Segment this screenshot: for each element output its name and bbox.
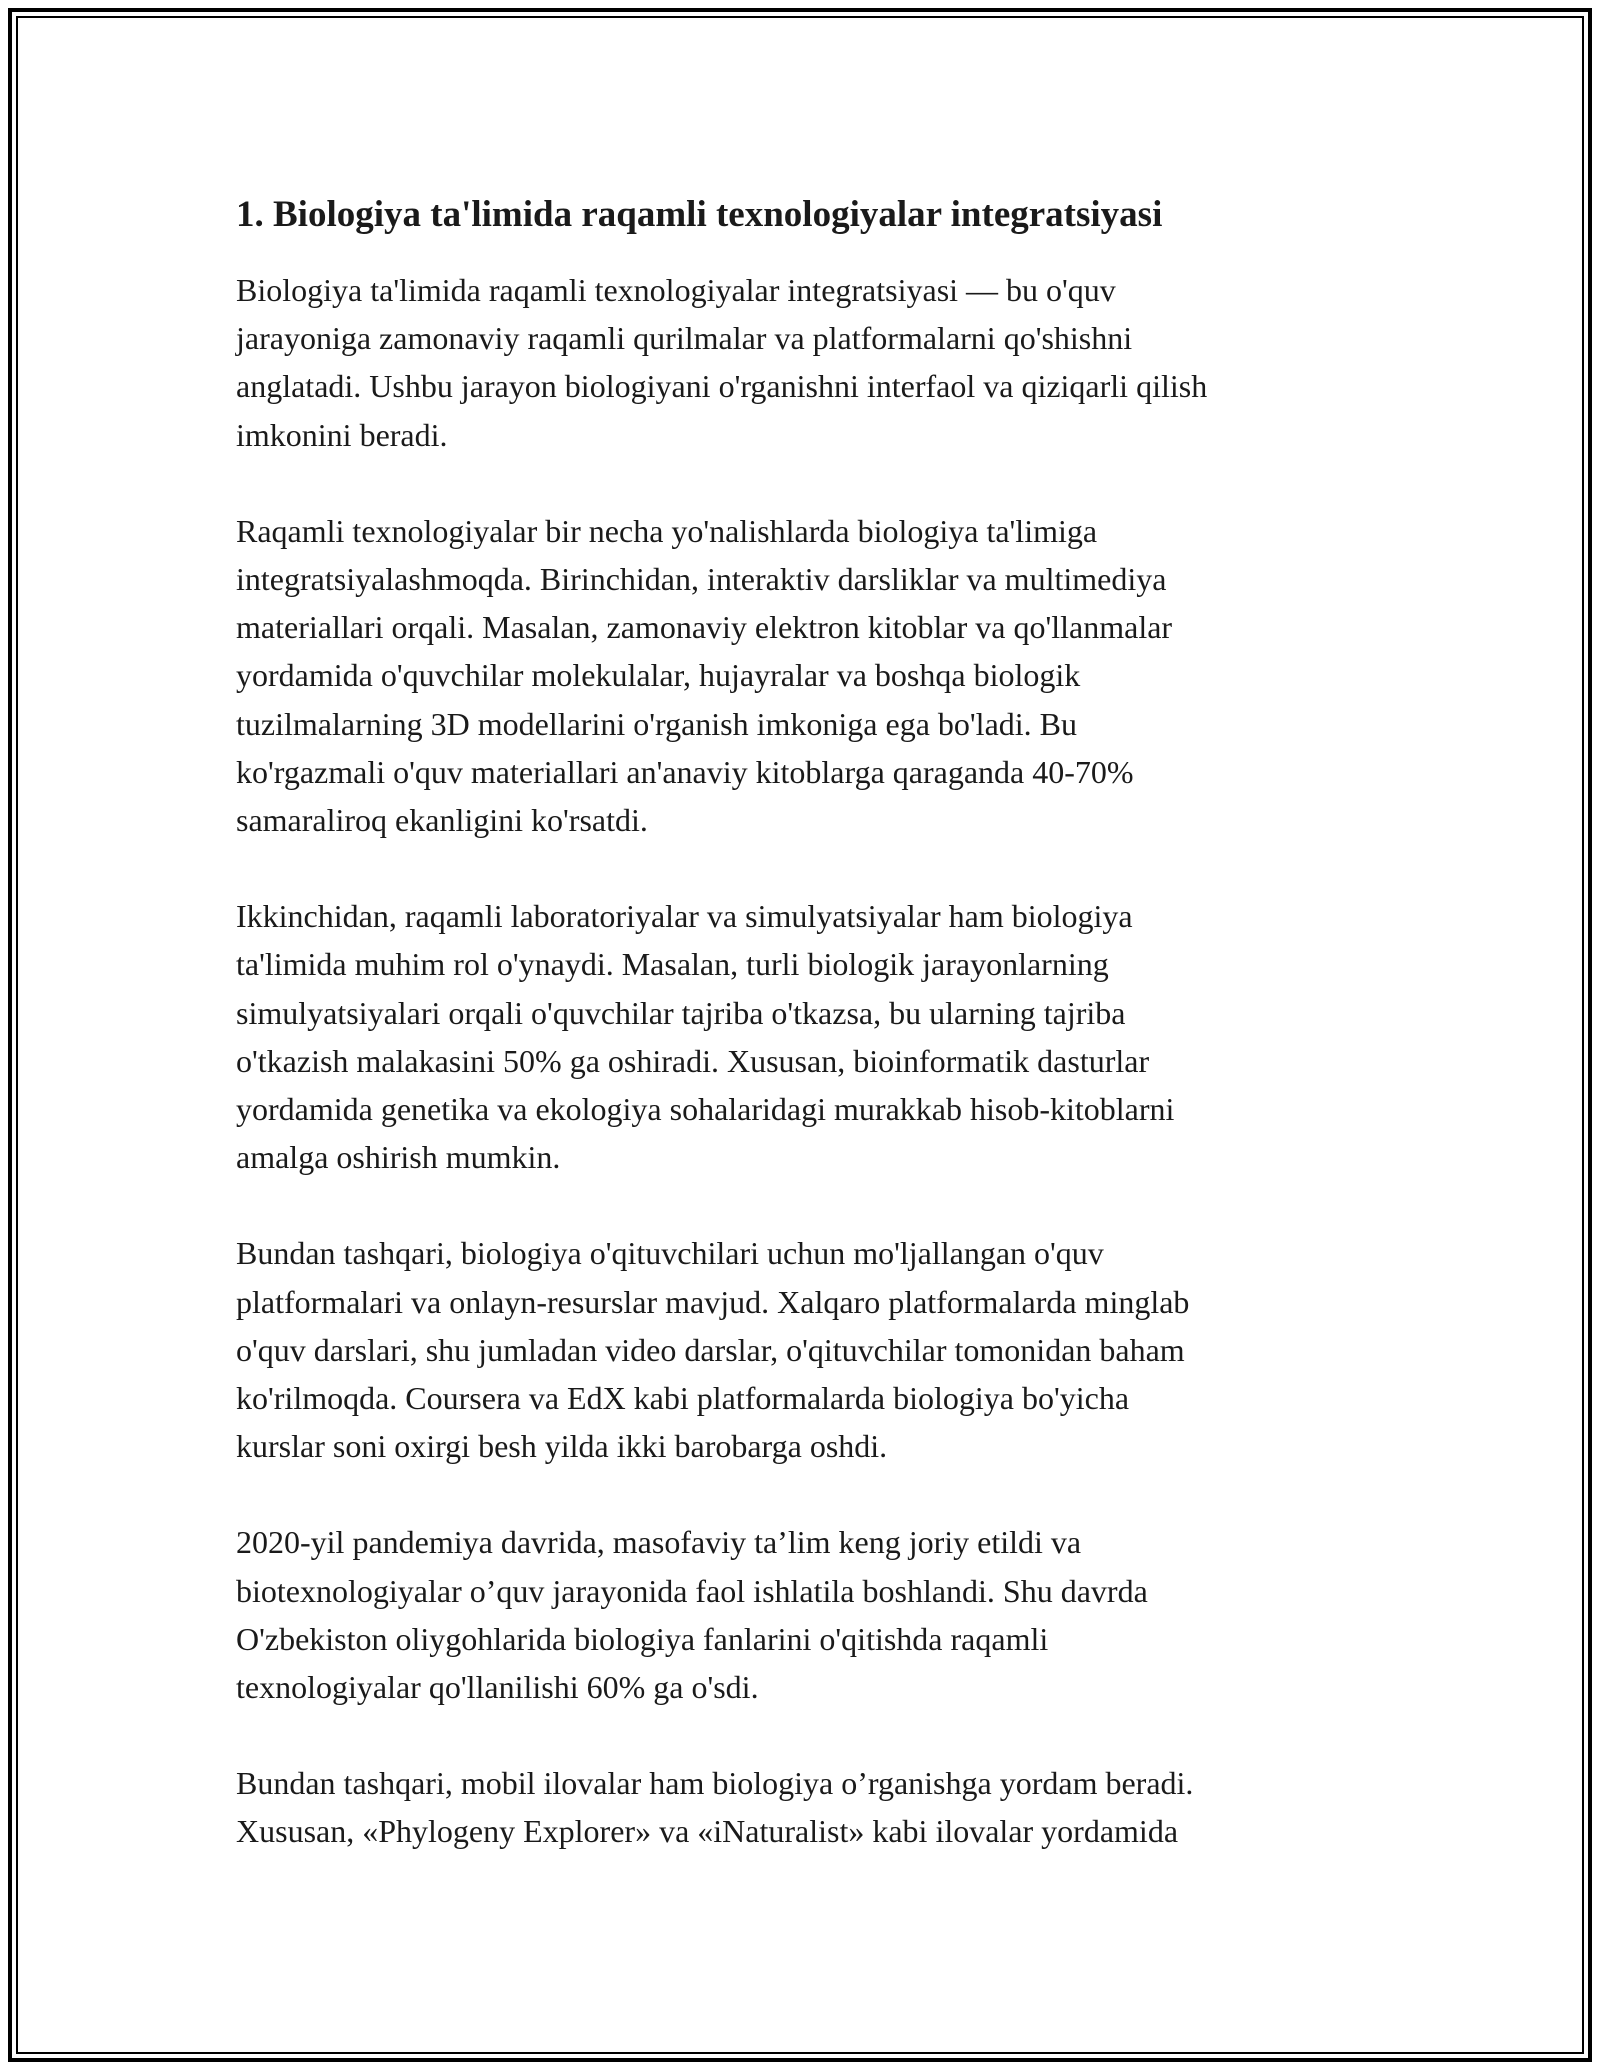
paragraph-line: platformalari va onlayn-resurslar mavjud. Xalqaro platformalarda minglab	[236, 1283, 1190, 1320]
paragraph-line: jarayoniga zamonaviy raqamli qurilmalar va platformalarni qo'shishni	[236, 320, 1133, 357]
paragraph-line: ko'rgazmali o'quv materiallari an'anaviy kitoblarga qaraganda 40-70%	[236, 753, 1134, 790]
paragraph-line: Ikkinchidan, raqamli laboratoriyalar va simulyatsiyalar ham biologiya	[236, 898, 1133, 935]
paragraph-line: 2020-yil pandemiya davrida, masofaviy ta’lim keng joriy etildi va	[236, 1524, 1082, 1561]
paragraph-line: ko'rilmoqda. Coursera va EdX kabi platformalarda biologiya bo'yicha	[236, 1380, 1130, 1417]
paragraph-line: o'quv darslari, shu jumladan video darslar, o'qituvchilar tomonidan baham	[236, 1331, 1185, 1368]
paragraph-5	[236, 1518, 1356, 1711]
paragraph-line: materiallari orqali. Masalan, zamonaviy elektron kitoblar va qo'llanmalar	[236, 609, 1173, 646]
paragraph-2	[236, 507, 1356, 844]
paragraph-line: Bundan tashqari, mobil ilovalar ham biologiya o’rganishga yordam beradi.	[236, 1765, 1194, 1802]
paragraph-line: texnologiyalar qo'llanilishi 60% ga o'sdi.	[236, 1669, 759, 1706]
paragraph-1	[236, 266, 1356, 459]
paragraph-line: imkonini beradi.	[236, 416, 448, 453]
paragraph-line: integratsiyalashmoqda. Birinchidan, interaktiv darsliklar va multimediya	[236, 561, 1167, 598]
paragraph-6	[236, 1759, 1356, 1855]
document-body	[236, 186, 1356, 1904]
paragraph-line: amalga oshirish mumkin.	[236, 1139, 561, 1176]
paragraph-line: biotexnologiyalar o’quv jarayonida faol ishlatila boshlandi. Shu davrda	[236, 1572, 1148, 1609]
paragraph-line: Xususan, «Phylogeny Explorer» va «iNaturalist» kabi ilovalar yordamida	[236, 1813, 1179, 1850]
paragraph-line: Bundan tashqari, biologiya o'qituvchilari uchun mo'ljallangan o'quv	[236, 1235, 1104, 1272]
paragraph-line: o'tkazish malakasini 50% ga oshiradi. Xususan, bioinformatik dasturlar	[236, 1042, 1150, 1079]
paragraph-line: Raqamli texnologiyalar bir necha yo'nalishlarda biologiya ta'limiga	[236, 512, 1098, 549]
paragraph-line: simulyatsiyalari orqali o'quvchilar tajriba o'tkazsa, bu ularning tajriba	[236, 994, 1126, 1031]
paragraph-line: O'zbekiston oliygohlarida biologiya fanlarini o'qitishda raqamli	[236, 1620, 1049, 1657]
paragraph-line: anglatadi. Ushbu jarayon biologiyani o'rganishni interfaol va qiziqarli qilish	[236, 368, 1208, 405]
paragraph-line: kurslar soni oxirgi besh yilda ikki barobarga oshdi.	[236, 1428, 888, 1465]
paragraph-line: tuzilmalarning 3D modellarini o'rganish imkoniga ega bo'ladi. Bu	[236, 705, 1077, 742]
paragraph-line: yordamida genetika va ekologiya sohalaridagi murakkab hisob-kitoblarni	[236, 1091, 1175, 1128]
paragraph-4	[236, 1229, 1356, 1470]
paragraph-line: samaraliroq ekanligini ko'rsatdi.	[236, 802, 648, 839]
paragraph-line: ta'limida muhim rol o'ynaydi. Masalan, turli biologik jarayonlarning	[236, 946, 1109, 983]
paragraph-line: Biologiya ta'limida raqamli texnologiyalar integratsiyasi — bu o'quv	[236, 272, 1116, 308]
paragraph-3	[236, 892, 1356, 1181]
paragraph-line: yordamida o'quvchilar molekulalar, hujayralar va boshqa biologik	[236, 657, 1081, 694]
section-title: 1. Biologiya ta'limida raqamli texnologiyalar integratsiyasi	[236, 194, 1163, 235]
